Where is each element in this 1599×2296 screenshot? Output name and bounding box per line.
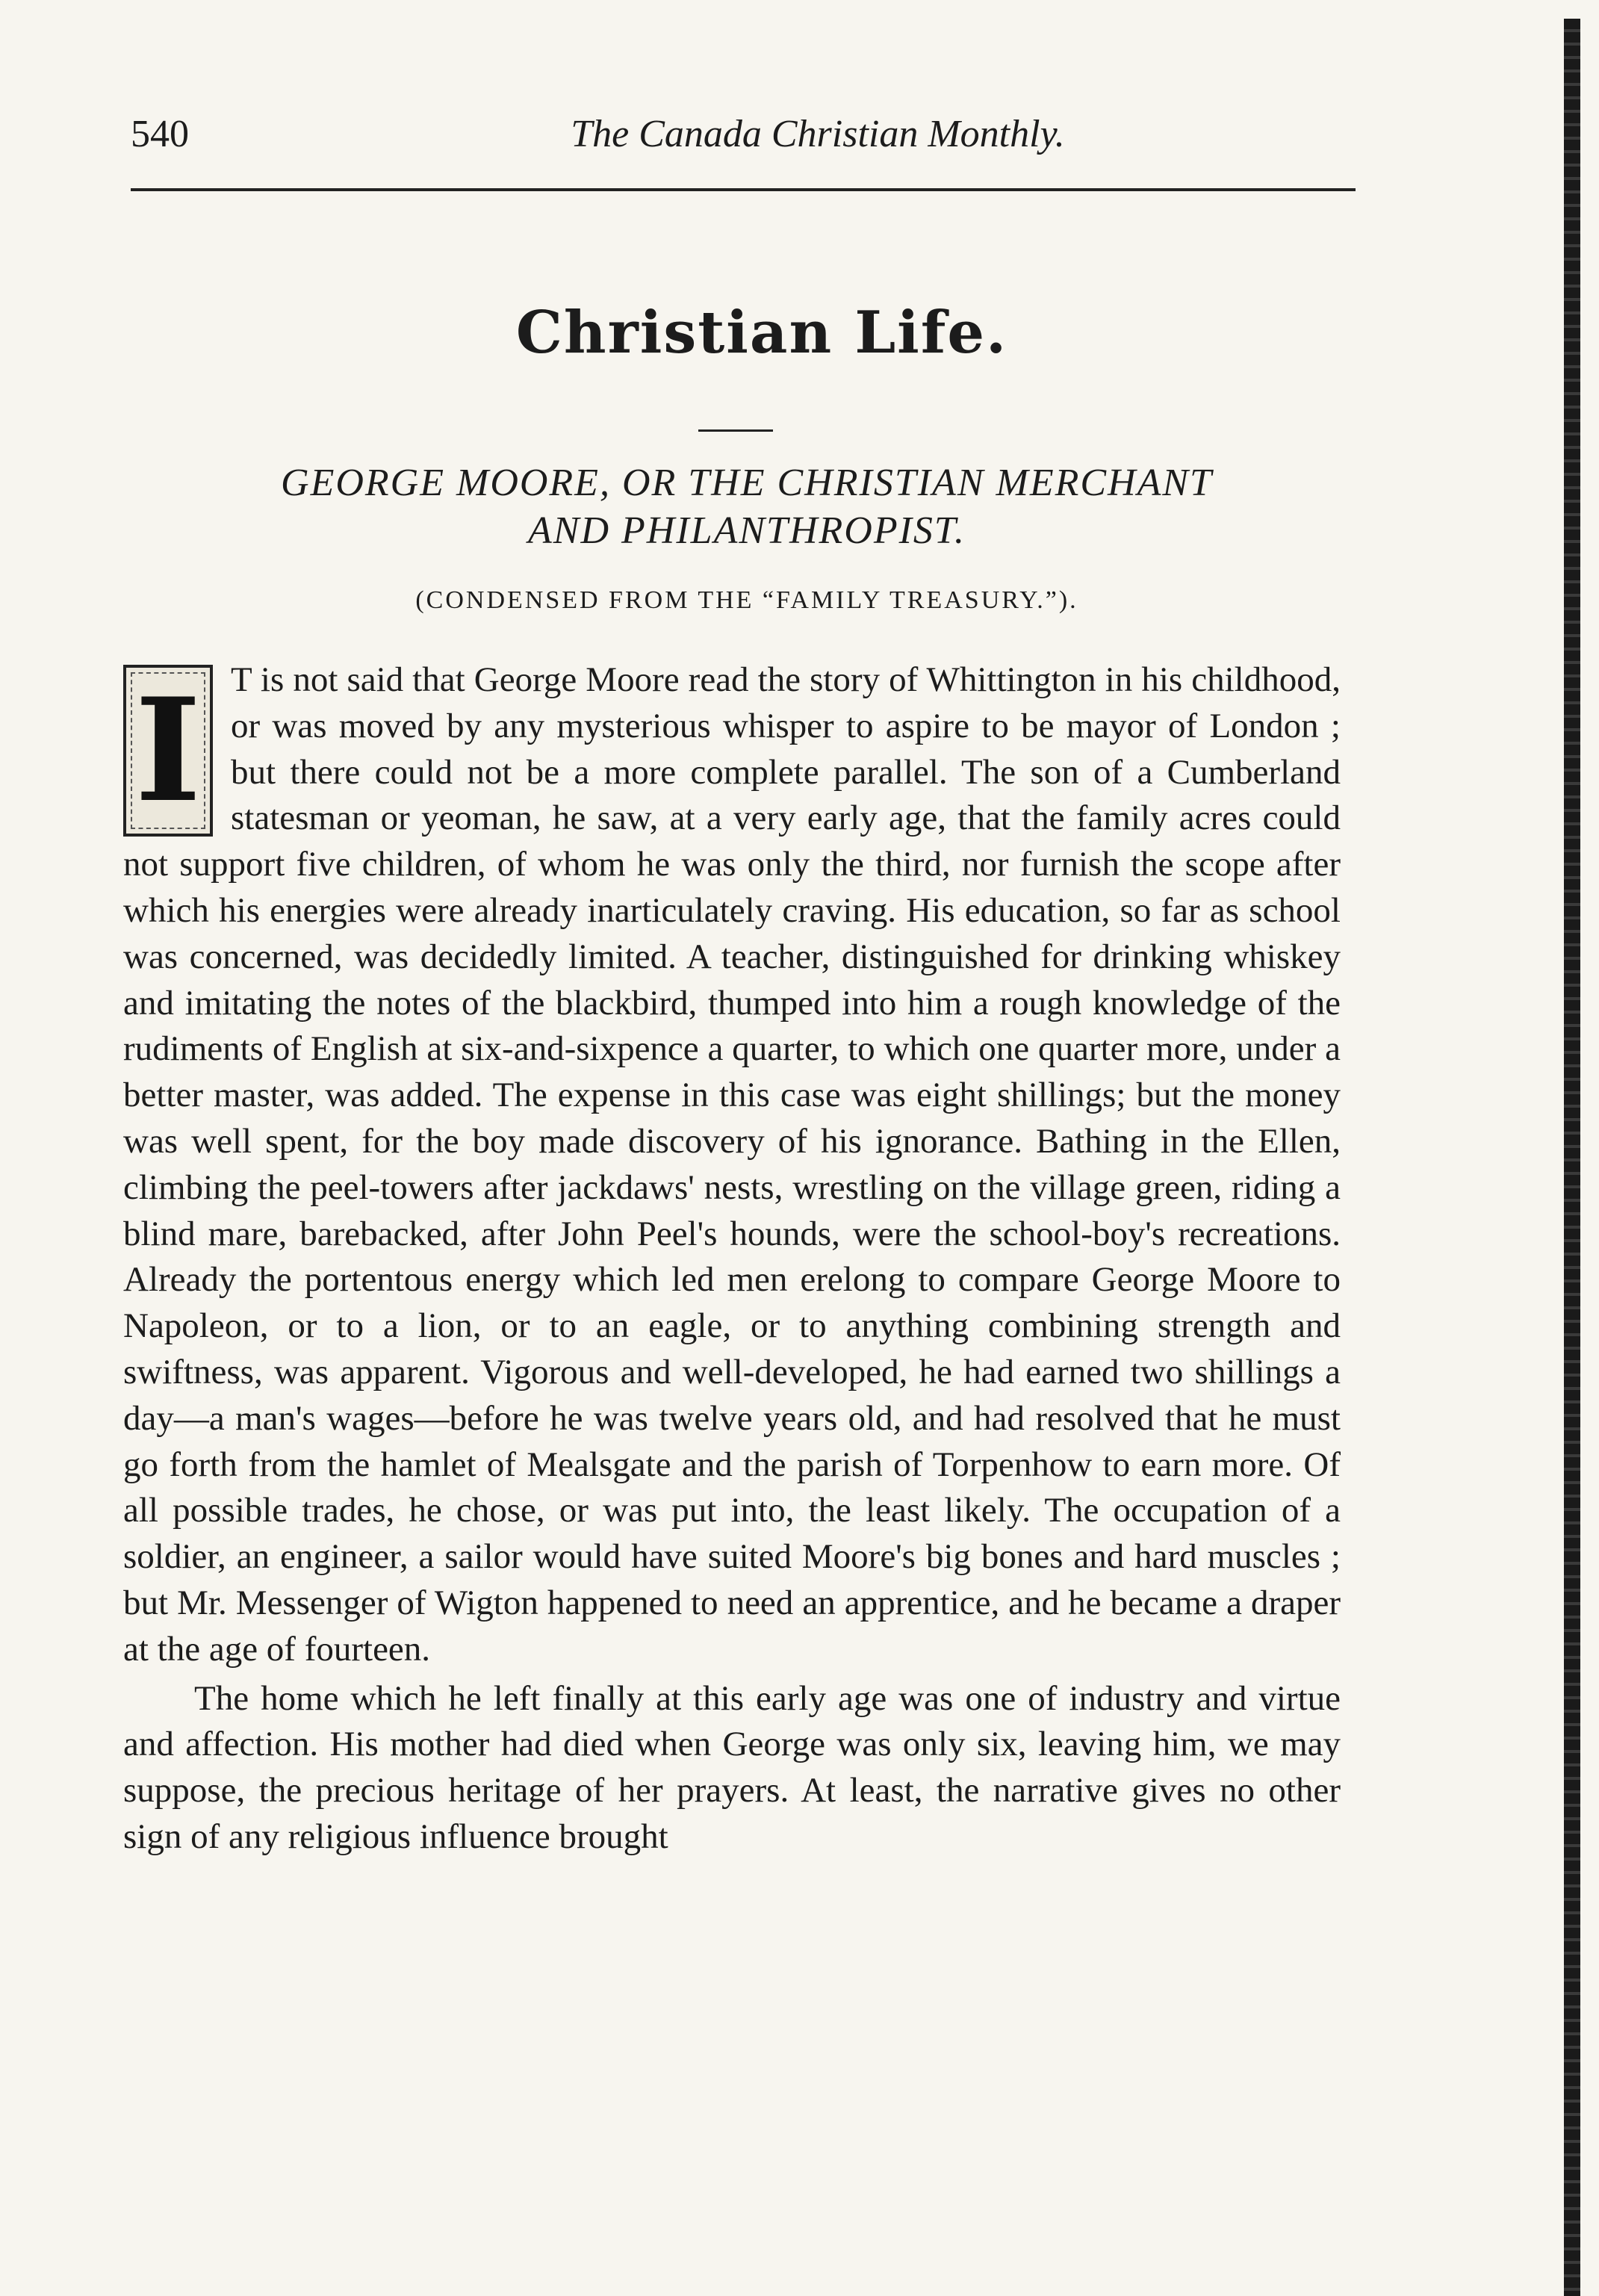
running-title: The Canada Christian Monthly.: [571, 113, 1065, 155]
heading-divider: [698, 429, 773, 432]
paragraph-1: [123, 657, 1341, 1673]
page-edge-border: [1564, 19, 1580, 2296]
paragraph-1-text: T is not said that George Moore read the story of Whittington in his childhood, or was moved by any mysterious whisper to aspire to be mayor of London ; but there could not be a more complete parallel. The son of a Cumberland statesman or yeoman, he saw, at a very early age, that the family acres could not support five children, of whom he was only the third, nor furnish the scope after which his energies were already inarticulately craving. His education, so far as school was concerned, was decidedly limited. A teacher, distinguished for drinking whiskey and imitating the notes of the blackbird, thumped into him a rough knowledge of the rudiments of English at six-and-sixpence a quarter, to which one quarter more, under a better master, was added. The expense in this case was eight shillings; but the money was well spent, for the boy made discovery of his ignorance. Bathing in the Ellen, climbing the peel-towers after jackdaws' nests, wrestling on the village green, riding a blind mare, barebacked, after John Peel's hounds, were the school-boy's recreations. Already the portentous energy which led men erelong to compare George Moore to Napoleon, or to a lion, or to an eagle, or to anything combining strength and swiftness, was apparent. Vigorous and well-developed, he had earned two shillings a day—a man's wages—before he was twelve years old, and had resolved that he must go forth from the hamlet of Mealsgate and the parish of Torpenhow to earn more. Of all possible trades, he chose, or was put into, the least likely. The occupation of a soldier, an engineer, a sailor would have suited Moore's big bones and hard muscles ; but Mr. Messenger of Wigton happened to need an apprentice, and he became a draper at the age of fourteen.: [123, 660, 1341, 1669]
drop-cap-letter: I: [134, 667, 202, 834]
running-header: [131, 112, 1356, 172]
article-body: [123, 657, 1341, 1861]
section-heading: Christian Life.: [515, 299, 1008, 367]
article-source: (CONDENSED FROM THE “FAMILY TREASURY.”).: [415, 586, 1078, 614]
page-number: 540: [131, 113, 189, 155]
drop-cap-ornament: [123, 665, 213, 837]
article-title-line-1: GEORGE MOORE, OR THE CHRISTIAN MERCHANT: [281, 462, 1213, 504]
paragraph-2: The home which he left finally at this early age was one of industry and virtue and affection. His mother had died when George was only six, leaving him, we may suppose, the precious heritage of her prayers. At least, the narrative gives no other sign of any religious influence brought: [123, 1678, 1341, 1856]
article-title: [142, 459, 1352, 555]
header-rule: [131, 188, 1356, 191]
article-title-line-2: AND PHILANTHROPIST.: [528, 509, 966, 552]
